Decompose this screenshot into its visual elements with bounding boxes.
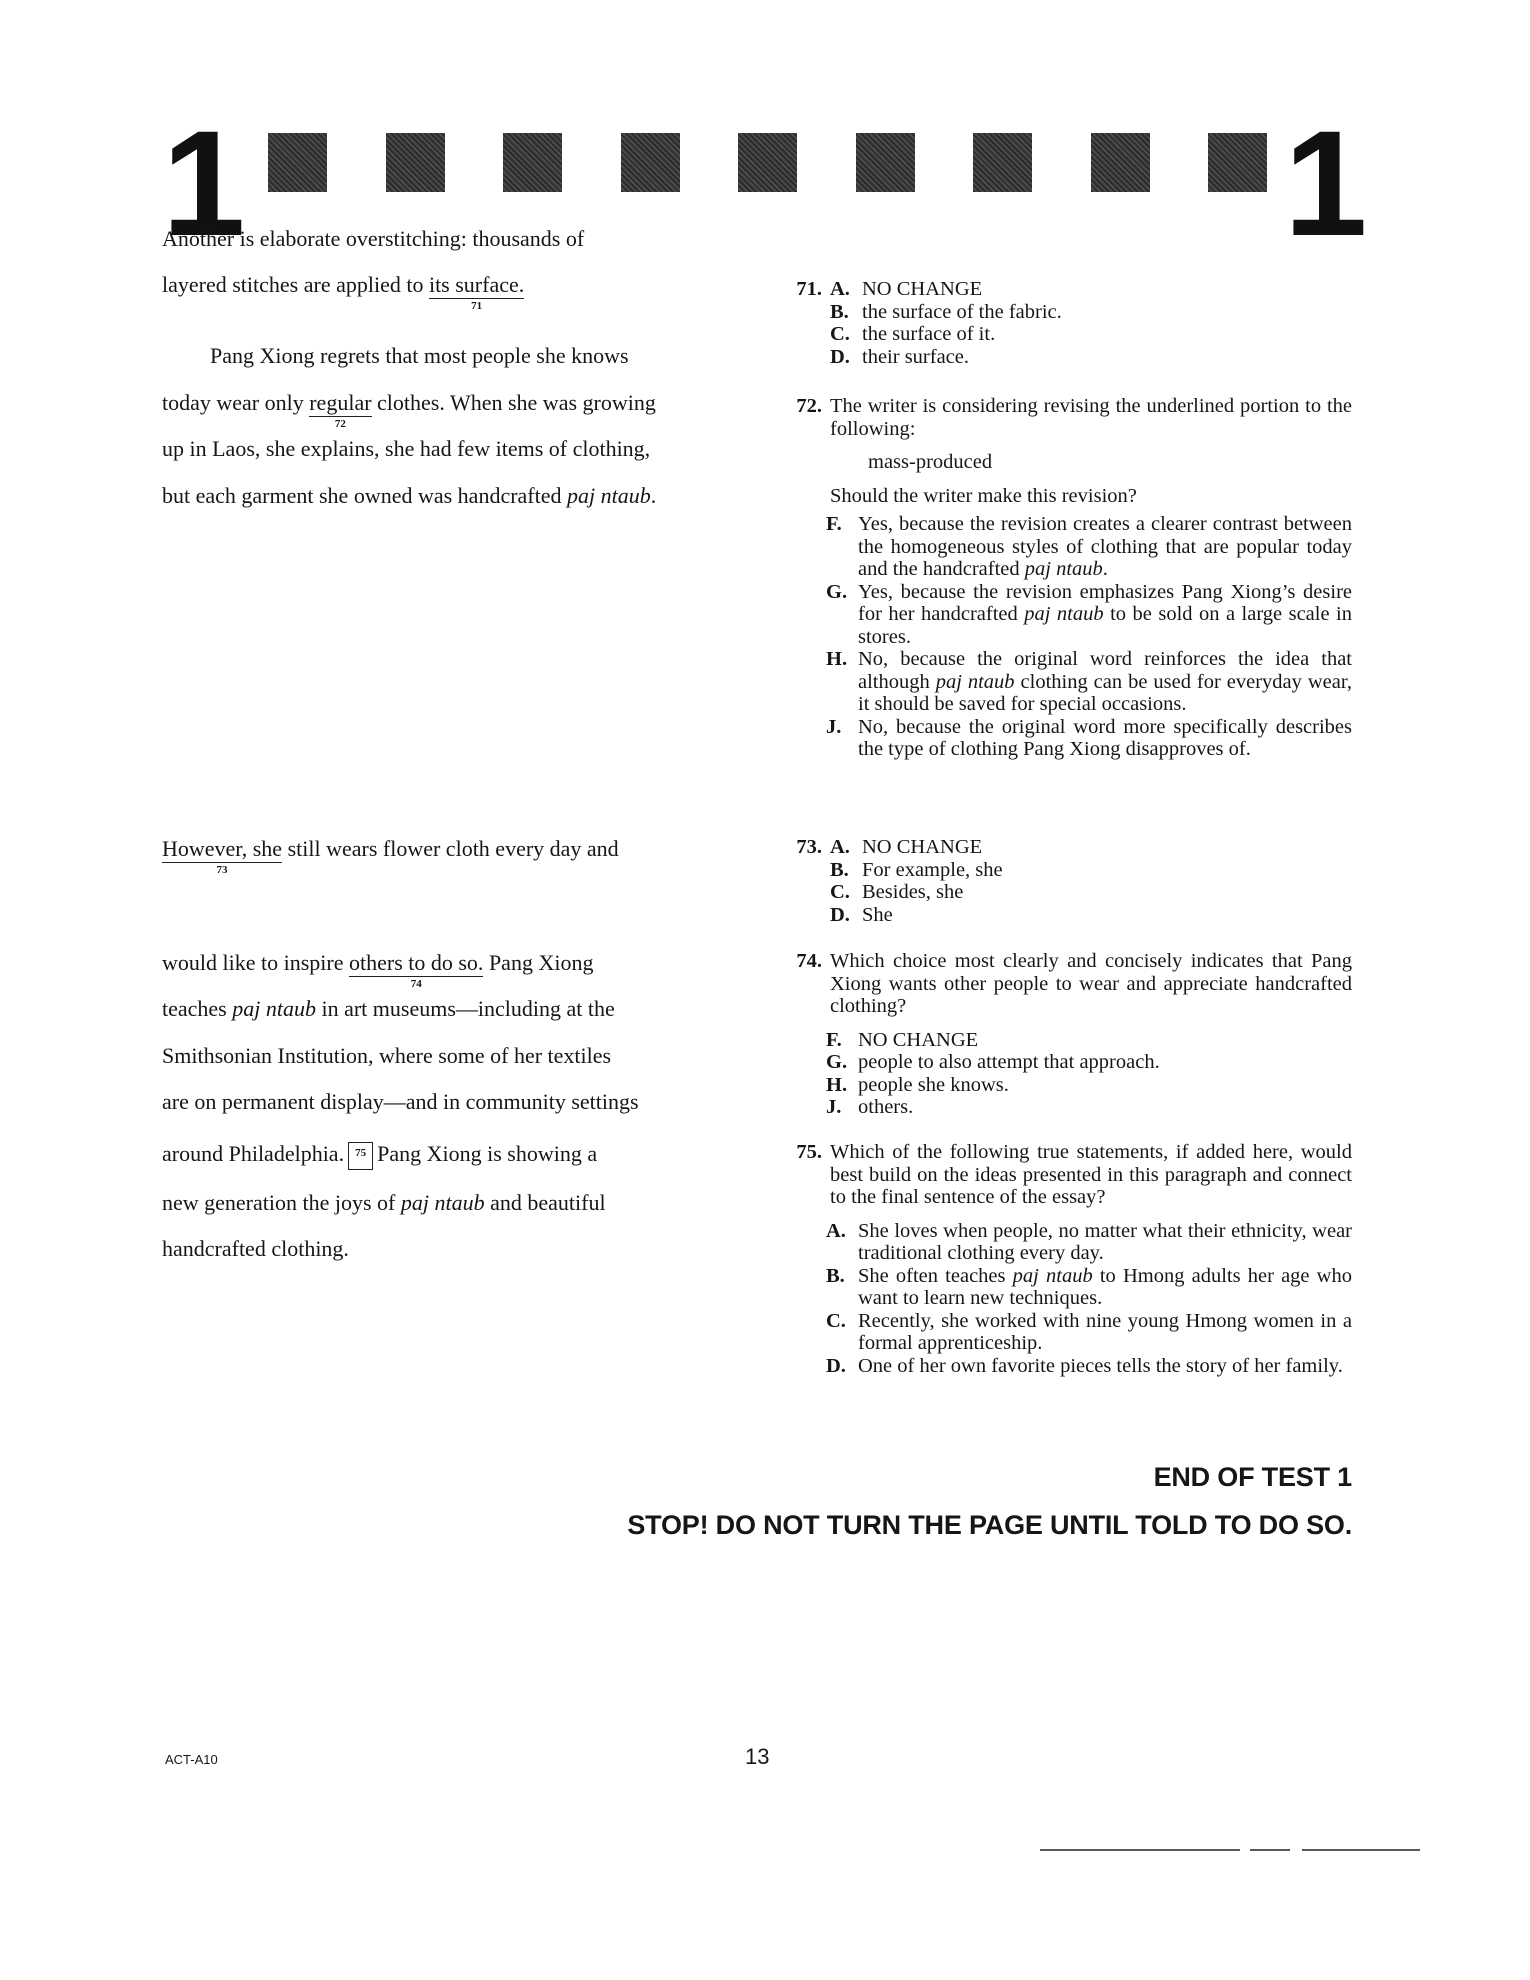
option-text: She loves when people, no matter what their ethnicity, wear traditional clothing every day. [858,1219,1352,1264]
answer-option-72-f[interactable] [826,513,1352,581]
passage-line [162,483,656,509]
option-text: No, because the original word reinforces the idea that although paj ntaub clothing can be used for everyday wear, it should be saved for special occasions. [858,648,1352,715]
option-text: the surface of it. [862,323,996,345]
passage-text: but each garment she owned was handcrafted [162,483,568,508]
question-number: 73. [796,836,822,858]
answer-option-74-g[interactable] [826,1051,1352,1074]
answer-option-71-d[interactable] [830,346,1352,369]
option-letter: C. [830,881,850,903]
question-75 [782,1141,1352,1377]
answer-option-73-a[interactable] [830,836,1352,859]
underlined-text: However, she [162,836,283,861]
answer-option-72-h[interactable] [826,648,1352,716]
answer-option-74-f[interactable] [826,1029,1352,1052]
passage-text: in art museums—including at the [315,996,615,1021]
passage-text: Pang Xiong is showing a [377,1141,598,1166]
replacement-text: mass-produced [868,451,993,473]
option-letter: D. [830,903,850,926]
passage-italic: paj ntaub [567,483,651,508]
question-stem: Which choice most clearly and concisely indicates that Pang Xiong wants other people to wear and appreciate handcrafted clothing? [830,950,1352,1017]
question-73-options [830,836,1352,926]
answer-option-75-a[interactable] [826,1220,1352,1265]
answer-option-72-g[interactable] [826,581,1352,649]
option-text: For example, she [862,858,1003,881]
underlined-text: its surface. [428,272,525,297]
passage-text: would like to inspire [162,950,349,975]
option-text: people she knows. [858,1073,1009,1096]
option-text: One of her own favorite pieces tells the story of her family. [858,1354,1343,1377]
header-square [621,133,680,192]
question-stem: Which of the following true statements, if added here, would best build on the ideas presented in this paragraph and connect to the final sentence of the essay? [830,1141,1352,1208]
option-text: She often teaches paj ntaub to Hmong adults her age who want to learn new techniques. [858,1264,1352,1309]
answer-option-75-c[interactable] [826,1310,1352,1355]
question-71-head [782,278,1352,368]
underlined-portion-71[interactable] [428,272,525,313]
answer-option-73-c[interactable] [830,881,1352,904]
option-letter: B. [830,300,849,323]
passage-line [162,1141,597,1170]
option-letter: G. [826,1051,848,1073]
answer-option-71-c[interactable] [830,323,1352,346]
question-74 [782,950,1352,1119]
option-letter: F. [826,1028,842,1051]
passage-text: layered stitches are applied to [162,272,429,297]
passage-line: up in Laos, she explains, she had few items of clothing, [162,436,651,461]
underlined-text: regular [309,390,372,415]
passage-text: still wears flower cloth every day and [282,836,619,861]
question-ref-71: 71 [471,300,483,313]
option-letter: G. [826,580,848,603]
passage-line [162,950,594,991]
option-text: others. [858,1096,914,1118]
option-letter: A. [826,1219,846,1242]
header-square [268,133,327,192]
answer-option-71-b[interactable] [830,301,1352,324]
option-letter: B. [826,1264,845,1287]
question-ref-72: 72 [334,418,346,431]
option-letter: C. [826,1309,846,1332]
header-square [386,133,445,192]
option-letter: A. [830,836,850,858]
question-74-options [782,1029,1352,1119]
underlined-text: others to do so. [348,950,484,975]
question-73 [782,836,1352,926]
passage-line [162,390,656,431]
option-letter: H. [826,648,848,670]
option-text: She [862,903,893,926]
question-stem: The writer is considering revising the underlined portion to the following: [830,395,1352,440]
passage-text: Pang Xiong [483,950,594,975]
form-code: ACT-A10 [165,1752,218,1767]
footer-rule [1040,1848,1420,1852]
question-72-head [782,395,1352,440]
passage-line [162,836,619,877]
answer-option-71-a[interactable] [830,278,1352,301]
test-number-left: 1 [162,99,246,267]
question-number: 74. [796,950,822,972]
option-letter: D. [826,1354,846,1377]
option-letter: B. [830,858,849,881]
option-text: Recently, she worked with nine young Hmong women in a formal apprenticeship. [858,1309,1352,1354]
header-square [973,133,1032,192]
option-text: Besides, she [862,881,964,903]
header-square [1091,133,1150,192]
option-text: Yes, because the revision creates a clearer contrast between the homogeneous styles of clothing that are popular today and the handcrafted paj ntaub. [858,513,1352,580]
option-letter: J. [826,715,842,738]
test-number-right: 1 [1284,99,1368,267]
header-square [856,133,915,192]
question-74-head [782,950,1352,1018]
question-ref-74: 74 [410,978,422,991]
option-letter: F. [826,513,842,535]
passage-line: Smithsonian Institution, where some of her textiles [162,1043,612,1068]
page-number: 13 [745,1744,770,1769]
option-letter: J. [826,1096,842,1118]
stop-notice: STOP! DO NOT TURN THE PAGE UNTIL TOLD TO DO SO. [627,1510,1352,1540]
answer-option-75-b[interactable] [826,1265,1352,1310]
question-72-options [782,513,1352,761]
question-number: 72. [796,395,822,417]
answer-option-74-h[interactable] [826,1074,1352,1097]
option-text: NO CHANGE [862,278,983,300]
underlined-portion-74[interactable] [348,950,484,991]
question-71-options [830,278,1352,368]
question-73-head [782,836,1352,926]
passage-line: handcrafted clothing. [162,1236,349,1261]
question-75-options [782,1220,1352,1378]
question-number: 75. [796,1141,822,1163]
question-ask: Should the writer make this revision? [830,484,1137,507]
answer-option-74-j[interactable] [826,1096,1352,1119]
underlined-portion-72[interactable] [309,390,372,431]
option-letter: A. [830,278,850,300]
passage-text: around Philadelphia. [162,1141,345,1166]
question-72 [782,395,1352,761]
question-box-75[interactable]: 75 [348,1142,373,1170]
question-71 [782,278,1352,368]
passage-text: clothes. When she was growing [371,390,656,415]
question-number: 71. [796,278,822,300]
passage-italic: paj ntaub [232,996,316,1021]
option-text: NO CHANGE [862,836,983,858]
passage-line: Another is elaborate overstitching: thousands of [162,226,585,251]
option-letter: C. [830,323,850,345]
passage-line: Pang Xiong regrets that most people she knows [210,343,629,368]
passage-line: are on permanent display—and in community settings [162,1089,639,1114]
answer-option-75-d[interactable] [826,1355,1352,1378]
answer-option-73-b[interactable] [830,859,1352,882]
option-text: Yes, because the revision emphasizes Pang Xiong’s desire for her handcrafted paj ntaub to be sold on a large scale in stores. [858,580,1352,648]
answer-option-73-d[interactable] [830,904,1352,927]
answer-option-72-j[interactable] [826,716,1352,761]
option-letter: D. [830,345,850,368]
option-text: the surface of the fabric. [862,300,1062,323]
question-75-head [782,1141,1352,1209]
option-text: people to also attempt that approach. [858,1051,1160,1073]
passage-line [162,272,525,313]
passage-line [162,1190,606,1216]
underlined-portion-73[interactable] [162,836,283,877]
question-ref-73: 73 [216,864,228,877]
option-text: their surface. [862,345,969,368]
passage-text: . [650,483,657,508]
passage-text: today wear only [162,390,310,415]
passage-text: new generation the joys of [162,1190,401,1215]
header-square [503,133,562,192]
end-of-test: END OF TEST 1 [1153,1462,1352,1492]
header-square [1208,133,1267,192]
passage-italic: paj ntaub [400,1190,485,1215]
option-letter: H. [826,1073,848,1096]
option-text: No, because the original word more specifically describes the type of clothing Pang Xiong disapproves of. [858,715,1352,760]
header-square [738,133,797,192]
option-text: NO CHANGE [858,1028,979,1051]
passage-text: and beautiful [484,1190,606,1215]
passage-line [162,996,615,1022]
passage-text: teaches [162,996,233,1021]
